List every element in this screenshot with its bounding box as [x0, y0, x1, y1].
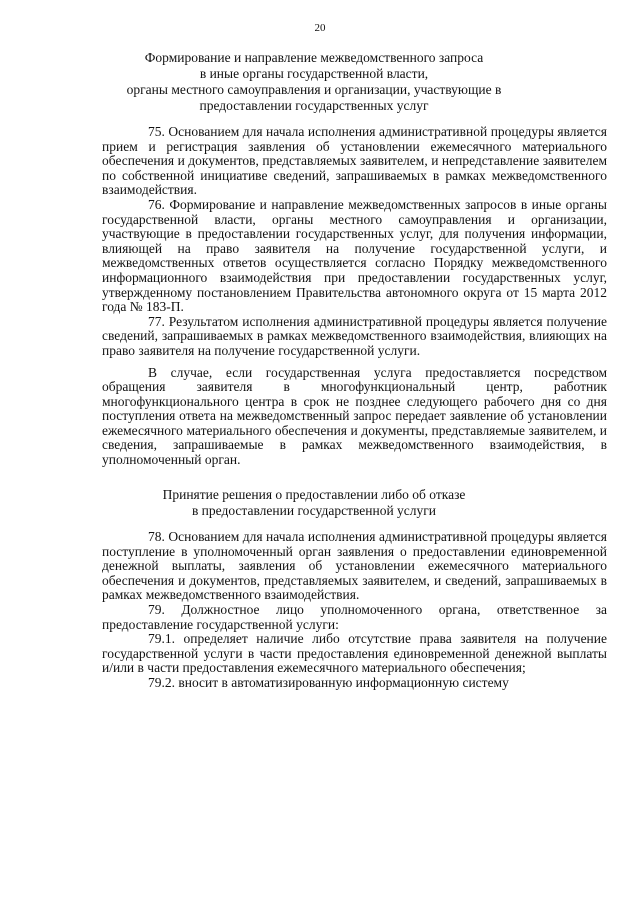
- paragraph-79: 79. Должностное лицо уполномоченного органа, ответственное за предоставление государственной услуги:: [102, 601, 607, 632]
- paragraph-79-2: 79.2. вносит в автоматизированную информационную систему: [148, 674, 509, 690]
- paragraph-76: 76. Формирование и направление межведомственных запросов в иные органы государственной власти, органы местного самоуправления и организации, участвующие в предоставлении государственных услуг, для получения информации, влияющей на право заявителя на получение государственной услуги, и межведомственных ответов осуществляется согласно Порядку межведомственного информационного взаимодействия при предоставлении государственных услуг, утвержденному постановлением Правительства автономного округа от 15 марта 2012 года № 183-П.: [102, 196, 607, 315]
- heading-line: Формирование и направление межведомственного запроса: [144, 50, 484, 65]
- section-body-decision: [102, 530, 607, 691]
- section-heading-interagency-request: [100, 50, 528, 114]
- heading-line: органы местного самоуправления и организации, участвующие в: [126, 82, 502, 97]
- paragraph-77-mfc: В случае, если государственная услуга предоставляется посредством обращения заявителя в многофункциональный центр, работник многофункционального центра в срок не позднее следующего рабочего дня со дня поступления ответа на межведомственный запрос передает заявление об установлении ежемесячного материального обеспечения и документы, представляемые заявителем, и сведения, запрашиваемые в рамках межведомственного взаимодействия, в уполномоченный орган.: [102, 364, 607, 468]
- paragraph-75: 75. Основанием для начала исполнения административной процедуры является прием и регистрация заявления об установлении ежемесячного материального обеспечения и документов, представляемых заявителем, и непредставление заявителем по собственной инициативе сведений, запрашиваемых в рамках межведомственного взаимодействия.: [102, 124, 607, 198]
- heading-line: предоставлении государственных услуг: [199, 98, 429, 113]
- section-body-interagency-request: [102, 125, 607, 468]
- page-number: 20: [314, 22, 326, 34]
- heading-line: Принятие решения о предоставлении либо об отказе: [162, 487, 466, 502]
- heading-line: в предоставлении государственной услуги: [191, 503, 437, 518]
- paragraph-79-1: 79.1. определяет наличие либо отсутствие права заявителя на получение государственной услуги в части предоставления единовременной денежной выплаты и/или в части предоставления ежемесячного материального обеспечения;: [102, 631, 607, 676]
- heading-line: в иные органы государственной власти,: [199, 66, 429, 81]
- paragraph-78: 78. Основанием для начала исполнения административной процедуры является поступление в уполномоченный орган заявления о предоставлении единовременной денежной выплаты, заявления об установлении ежемесячного материального обеспечения и документов, представляемых заявителем, и сведений, запрашиваемых в рамках межведомственного взаимодействия.: [102, 529, 607, 603]
- section-heading-decision: [100, 487, 528, 519]
- paragraph-77: 77. Результатом исполнения административной процедуры является получение сведений, запрашиваемых в рамках межведомственного взаимодействия, влияющих на право заявителя на получение государственной услуги.: [102, 313, 607, 358]
